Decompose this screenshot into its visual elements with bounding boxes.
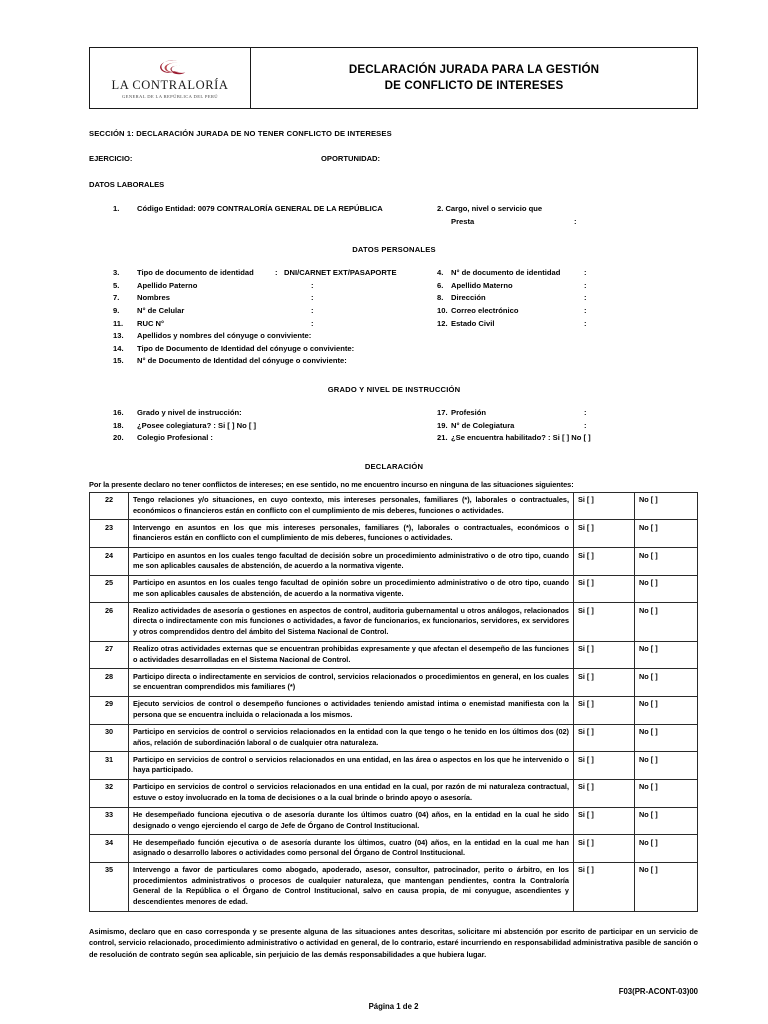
document-header [89, 47, 698, 109]
row-no-checkbox[interactable]: No [ ] [635, 669, 698, 697]
document-title-line2: DE CONFLICTO DE INTERESES [384, 79, 564, 92]
row-si-checkbox[interactable]: Si [ ] [574, 603, 635, 641]
field-10-label: Correo electrónico [451, 305, 519, 315]
field-3-label: Tipo de documento de identidad [137, 268, 254, 278]
field-4-colon: : [584, 268, 587, 278]
row-statement: Participo en servicios de control o servicios relacionados en la entidad con la que tengo o he tenido en los últimos dos (02) años, relación de subordinación laboral o de cualquier otra naturaleza. [129, 724, 574, 752]
section1-title: SECCIÓN 1: DECLARACIÓN JURADA DE NO TENER CONFLICTO DE INTERESES [89, 129, 392, 138]
row-si-checkbox[interactable]: Si [ ] [574, 724, 635, 752]
datos-laborales-label: DATOS LABORALES [89, 180, 165, 189]
table-row [90, 641, 698, 669]
field-9-colon: : [311, 305, 314, 315]
row-statement: Intervengo a favor de particulares como abogado, apoderado, asesor, consultor, patrocinador, perito o árbitro, en los procedimientos administrativos o procesos de cualquier naturaleza, que mantengan pendientes, contra la Contraloría General de la República o el Órgano de Control Institucional, salvo en causa propia, de mi conyugue, ascendientes y descendientes menores de edad. [129, 862, 574, 911]
field-14-number: 14. [113, 343, 124, 353]
field-13-label: Apellidos y nombres del cónyuge o conviviente: [137, 331, 312, 341]
row-si-checkbox[interactable]: Si [ ] [574, 548, 635, 576]
row-number: 27 [90, 641, 129, 669]
row-si-checkbox[interactable]: Si [ ] [574, 862, 635, 911]
field-18-label[interactable]: ¿Posee colegiatura? : Si [ ] No [ ] [137, 420, 256, 430]
ejercicio-label: EJERCICIO: [89, 154, 133, 163]
field-16-label: Grado y nivel de instrucción: [137, 407, 242, 417]
table-row [90, 492, 698, 520]
grado-instruccion-fields [89, 408, 699, 446]
declaracion-intro: Por la presente declaro no tener conflictos de intereses; en ese sentido, no me encuentro incurso en ninguna de las situaciones siguientes: [89, 479, 574, 489]
field-21-label[interactable]: ¿Se encuentra habilitado? : Si [ ] No [ ] [451, 433, 591, 443]
field-row-3 [89, 268, 699, 281]
header-title-cell [251, 48, 697, 108]
field-17-label: Profesión [451, 407, 487, 417]
row-statement: Realizo otras actividades externas que se encuentran prohibidas expresamente y que afectan el desempeño de las funciones o actividades desarrolladas en el Sistema Nacional de Control. [129, 641, 574, 669]
field-8-colon: : [584, 293, 587, 303]
table-row [90, 779, 698, 807]
field-6-colon: : [584, 280, 587, 290]
row-no-checkbox[interactable]: No [ ] [635, 807, 698, 835]
table-row [90, 696, 698, 724]
oportunidad-label: OPORTUNIDAD: [321, 154, 381, 163]
declaracion-table-body [90, 492, 698, 911]
table-row [90, 575, 698, 603]
field-14-label: Tipo de Documento de Identidad del cónyuge o conviviente: [137, 343, 355, 353]
row-si-checkbox[interactable]: Si [ ] [574, 696, 635, 724]
row-statement: Realizo actividades de asesoría o gestiones en aspectos de control, auditoria gubernamental u otros análogos, relacionados directa o indirectamente con mis funciones o actividades, a favor de funcionarios, ex funcionarios, servidores, ex servidores y otros comprendidos dentro del ámbito del Sistema Nacional de Control. [129, 603, 574, 641]
field-8-number: 8. [437, 293, 444, 303]
field-row-7 [89, 293, 699, 306]
row-number: 28 [90, 669, 129, 697]
row-number: 33 [90, 807, 129, 835]
row-no-checkbox[interactable]: No [ ] [635, 641, 698, 669]
field-15-label: N° de Documento de Identidad del cónyuge o conviviente: [137, 356, 347, 366]
row-si-checkbox[interactable]: Si [ ] [574, 575, 635, 603]
row-si-checkbox[interactable]: Si [ ] [574, 492, 635, 520]
document-content [89, 47, 699, 1011]
field-12-colon: : [584, 318, 587, 328]
row-statement: Ejecuto servicios de control o desempeño funciones o actividades teniendo amistad intima o enemistad manifiesta con la persona que se encuentra incluida o relacionada a los mismos. [129, 696, 574, 724]
document-title-line1: DECLARACIÓN JURADA PARA LA GESTIÓN [348, 63, 600, 77]
field-4-label: N° de documento de identidad [451, 268, 561, 278]
field-9-label: N° de Celular [137, 305, 185, 315]
field-6-number: 6. [437, 280, 444, 290]
row-si-checkbox[interactable]: Si [ ] [574, 779, 635, 807]
row-statement: Intervengo en asuntos en los que mis intereses personales, familiares (*), laborales o contractuales, económicos o financieros están en conflicto con el cumplimiento de mis deberes, funciones o actividades. [129, 520, 574, 548]
row-no-checkbox[interactable]: No [ ] [635, 752, 698, 780]
row-si-checkbox[interactable]: Si [ ] [574, 669, 635, 697]
header-logo-cell [90, 48, 251, 108]
closing-paragraph: Asimismo, declaro que en caso corresponda y se presente alguna de las situaciones antes descritas, solicitare mi abstención por escrito de participar en un servicio de control, servicio relacionado, procedimiento administrativo o actividad en general, de lo contrario, estaré incurriendo en responsabilidad administrativa pasible de sanción o de resolución de contrato según sea aplicable, sin perjuicio de las demás responsabilidades a que hubiera lugar. [89, 926, 698, 960]
field-7-number: 7. [113, 293, 120, 303]
field-12-number: 12. [437, 318, 448, 328]
declaracion-heading: DECLARACIÓN [364, 461, 424, 471]
field-4-number: 4. [437, 268, 444, 278]
row-number: 29 [90, 696, 129, 724]
datos-personales-fields [89, 268, 699, 369]
row-si-checkbox[interactable]: Si [ ] [574, 835, 635, 863]
field-row-14 [89, 344, 699, 357]
row-si-checkbox[interactable]: Si [ ] [574, 520, 635, 548]
table-row [90, 520, 698, 548]
row-no-checkbox[interactable]: No [ ] [635, 724, 698, 752]
field-row-1 [89, 204, 699, 217]
field-19-number: 19. [437, 420, 448, 430]
field-10-colon: : [584, 305, 587, 315]
field-9-number: 9. [113, 305, 120, 315]
field-5-number: 5. [113, 280, 120, 290]
form-code: F03(PR-ACONT-03)00 [618, 986, 698, 996]
logo-title: LA CONTRALORÍA [111, 78, 229, 93]
page-number: Página 1 de 2 [368, 1001, 419, 1011]
datos-laborales-fields [89, 204, 699, 229]
row-no-checkbox[interactable]: No [ ] [635, 862, 698, 911]
row-statement: Participo en asuntos en los cuales tengo facultad de decisión sobre un procedimiento administrativo o de otro tipo, cuando me son aplicables causales de abstención, de acuerdo a la normativa vigente. [129, 548, 574, 576]
row-statement: He desempeñado funciona ejecutiva o de asesoría durante los últimos cuatro (04) años, en la entidad en la cual he sido designado o vengo ejerciendo el cargo de Jefe de Órgano de Control Institucional. [129, 807, 574, 835]
field-2-label-line1: 2. Cargo, nivel o servicio que [437, 204, 543, 213]
table-row [90, 669, 698, 697]
row-si-checkbox[interactable]: Si [ ] [574, 641, 635, 669]
field-15-number: 15. [113, 356, 124, 366]
declaracion-table [89, 492, 698, 912]
field-12-label: Estado Civil [451, 318, 495, 328]
field-row-5 [89, 281, 699, 294]
row-statement: Participo en servicios de control o servicios relacionados en una entidad en la cual, por razón de mi naturaleza contractual, estuve o estoy involucrado en la toma de decisiones o a la cual brinde o brindo apoyo o asesoría. [129, 779, 574, 807]
field-16-number: 16. [113, 407, 124, 417]
row-statement: Participo directa o indirectamente en servicios de control, servicios relacionados o procedimientos en general, en los cuales se encuentran comprendidos mis familiares (*) [129, 669, 574, 697]
field-5-colon: : [311, 280, 314, 290]
datos-personales-heading: DATOS PERSONALES [352, 245, 436, 255]
field-19-label: N° de Colegiatura [451, 420, 515, 430]
row-no-checkbox[interactable]: No [ ] [635, 492, 698, 520]
row-number: 34 [90, 835, 129, 863]
row-no-checkbox[interactable]: No [ ] [635, 575, 698, 603]
row-si-checkbox[interactable]: Si [ ] [574, 752, 635, 780]
row-number: 35 [90, 862, 129, 911]
table-row [90, 724, 698, 752]
field-17-colon: : [584, 407, 587, 417]
field-11-colon: : [311, 318, 314, 328]
field-21-number: 21. [437, 433, 448, 443]
field-7-label: Nombres [137, 293, 170, 303]
field-2-colon: : [574, 216, 577, 226]
row-number: 25 [90, 575, 129, 603]
field-13-number: 13. [113, 331, 124, 341]
field-3-value: DNI/CARNET EXT/PASAPORTE [284, 268, 397, 278]
field-7-colon: : [311, 293, 314, 303]
grado-instruccion-heading: GRADO Y NIVEL DE INSTRUCCIÓN [327, 384, 461, 394]
field-11-label: RUC N° [137, 318, 165, 328]
row-number: 26 [90, 603, 129, 641]
row-number: 24 [90, 548, 129, 576]
document-title [349, 62, 599, 93]
field-8-label: Dirección [451, 293, 486, 303]
row-no-checkbox[interactable]: No [ ] [635, 835, 698, 863]
field-1-label: Código Entidad: 0079 CONTRALORÍA GENERAL DE LA REPÚBLICA [137, 204, 383, 213]
field-row-16 [89, 408, 699, 421]
row-number: 22 [90, 492, 129, 520]
table-row [90, 603, 698, 641]
field-18-number: 18. [113, 420, 124, 430]
row-number: 32 [90, 779, 129, 807]
row-statement: Tengo relaciones y/o situaciones, en cuyo contexto, mis intereses personales, familiares (*), laborales o contractuales, económicos o financieros están en conflicto con el cumplimiento de mis deberes, funciones o actividades. [129, 492, 574, 520]
row-statement: Participo en servicios de control o servicios relacionados en una entidad, en las área o aspectos en los que he intervenido o haya participado. [129, 752, 574, 780]
row-no-checkbox[interactable]: No [ ] [635, 696, 698, 724]
row-si-checkbox[interactable]: Si [ ] [574, 807, 635, 835]
field-3-number: 3. [113, 268, 120, 278]
row-no-checkbox[interactable]: No [ ] [635, 548, 698, 576]
field-17-number: 17. [437, 407, 448, 417]
field-row-13 [89, 331, 699, 344]
table-row [90, 862, 698, 911]
field-6-label: Apellido Materno [451, 280, 513, 290]
row-statement: He desempeñado función ejecutiva o de asesoría durante los últimos, cuatro (04) años, en la entidad en la cual me han asignado o desarrollo labores o actividades como personal del Órgano de Control Institucional. [129, 835, 574, 863]
field-row-11 [89, 319, 699, 332]
field-row-20 [89, 433, 699, 446]
field-19-colon: : [584, 420, 587, 430]
field-20-number: 20. [113, 433, 124, 443]
row-no-checkbox[interactable]: No [ ] [635, 603, 698, 641]
field-5-label: Apellido Paterno [137, 280, 198, 290]
table-row [90, 807, 698, 835]
row-no-checkbox[interactable]: No [ ] [635, 779, 698, 807]
field-2-label-line2: Presta [451, 216, 475, 226]
field-1-number: 1. [113, 204, 120, 213]
table-row [90, 835, 698, 863]
logo-subtitle: GENERAL DE LA REPÚBLICA DEL PERÚ [122, 93, 218, 99]
ejercicio-oportunidad-row [89, 154, 699, 164]
field-row-9 [89, 306, 699, 319]
field-10-number: 10. [437, 305, 448, 315]
field-11-number: 11. [113, 318, 124, 328]
field-row-2 [89, 217, 699, 230]
row-no-checkbox[interactable]: No [ ] [635, 520, 698, 548]
row-statement: Participo en asuntos en los cuales tengo facultad de opinión sobre un procedimiento administrativo o de otro tipo, cuando me son aplicables causales de abstención, de acuerdo a la normativa vigente. [129, 575, 574, 603]
row-number: 31 [90, 752, 129, 780]
row-number: 30 [90, 724, 129, 752]
field-3-colon: : [275, 268, 278, 278]
field-row-18 [89, 421, 699, 434]
table-row [90, 548, 698, 576]
field-row-15 [89, 356, 699, 369]
contraloria-swirl-icon [150, 59, 190, 78]
table-row [90, 752, 698, 780]
field-20-label: Colegio Profesional : [137, 433, 213, 443]
row-number: 23 [90, 520, 129, 548]
